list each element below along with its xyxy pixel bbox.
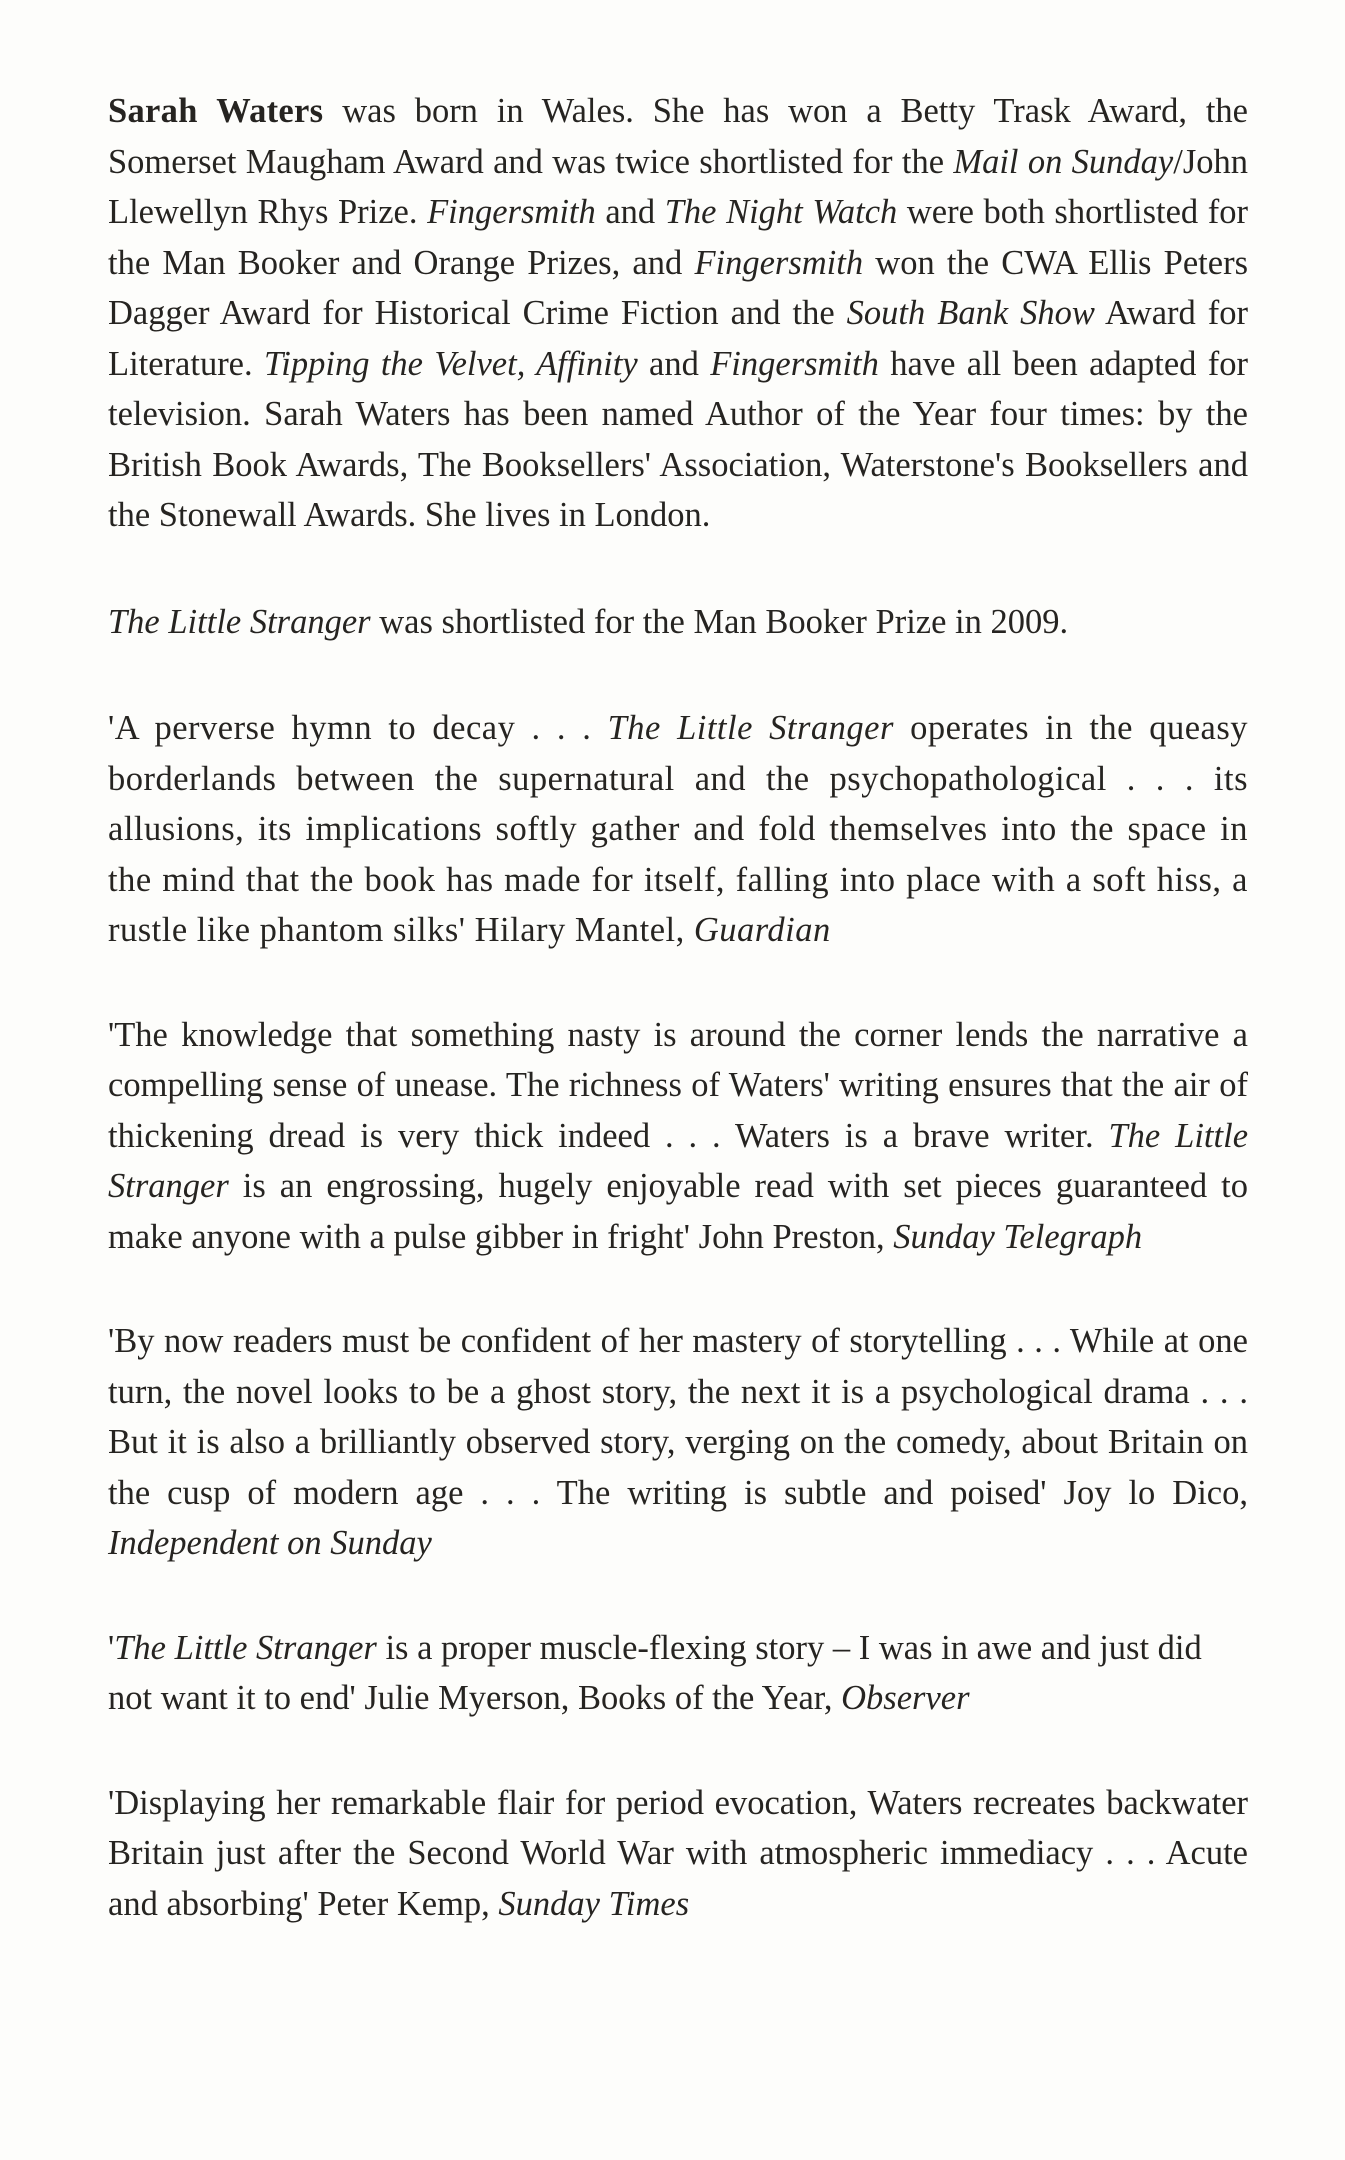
reviewer-name: John Preston, (698, 1217, 894, 1256)
author-name: Sarah Waters (108, 92, 324, 130)
review-quote-myerson: 'The Little Stranger is a proper muscle-flexing story – I was in awe and just did not want it to end' Julie Myerson, Books of the Year, Observer (108, 1628, 1202, 1717)
publication-name: Sunday Telegraph (893, 1217, 1143, 1256)
author-bio: Sarah Waters was born in Wales. She has won a Betty Trask Award, the Somerset Maugham Award and was twice shortlisted for the Mail on Sunday/John Llewellyn Rhys Prize. Fingersmith and The Night Watch were both shortlisted for the Man Booker and Orange Prizes, and Fingersmith won the CWA Ellis Peters Dagger Award for Historical Crime Fiction and the South Bank Show Award for Literature. Tipping the Velvet, Affinity and Fingersmith have all been adapted for television. Sarah Waters has been named Author of the Year four times: by the British Book Awards, The Booksellers' Association, Waterstone's Booksellers and the Stonewall Awards. She lives in London. (108, 92, 1249, 534)
reviewer-name: Peter Kemp, (317, 1884, 499, 1923)
reviewer-name: Joy lo Dico, (1063, 1473, 1248, 1512)
publication-name: Sunday Times (498, 1884, 690, 1923)
publication-name: Independent on Sunday (108, 1524, 432, 1562)
reviewer-name: Hilary Mantel, (474, 911, 694, 949)
publication-name: Guardian (693, 911, 831, 949)
review-quote-kemp: 'Displaying her remarkable flair for period evocation, Waters recreates backwater Britain just after the Second World War with atmospheric immediacy . . . Acute and absorbing' Peter Kemp, Sunday Times (108, 1783, 1248, 1923)
page-content (108, 86, 1248, 1983)
reviewer-name: Julie Myerson, Books of the Year, (364, 1679, 842, 1717)
review-quote-mantel: 'A perverse hymn to decay . . . The Little Stranger operates in the queasy borderlands between the supernatural and the psychopathological . . . its allusions, its implications softly gather and fold themselves into the space in the mind that the book has made for itself, falling into place with a soft hiss, a rustle like phantom silks' Hilary Mantel, Guardian (108, 709, 1249, 949)
shortlist-note: The Little Stranger was shortlisted for the Man Booker Prize in 2009. (108, 602, 1069, 641)
review-quote-preston: 'The knowledge that something nasty is around the corner lends the narrative a compelling sense of unease. The richness of Waters' writing ensures that the air of thickening dread is very thick indeed . . . Waters is a brave writer. The Little Stranger is an engrossing, hugely enjoyable read with set pieces guaranteed to make anyone with a pulse gibber in fright' John Preston, Sunday Telegraph (108, 1015, 1249, 1256)
review-quote-lo-dico: 'By now readers must be confident of her mastery of storytelling . . . While at one turn, the novel looks to be a ghost story, the next it is a psychological drama . . . But it is also a brilliantly observed story, verging on the comedy, about Britain on the cusp of modern age . . . The writing is subtle and poised' Joy lo Dico, Independent on Sunday (108, 1322, 1248, 1562)
publication-name: Observer (841, 1679, 970, 1717)
